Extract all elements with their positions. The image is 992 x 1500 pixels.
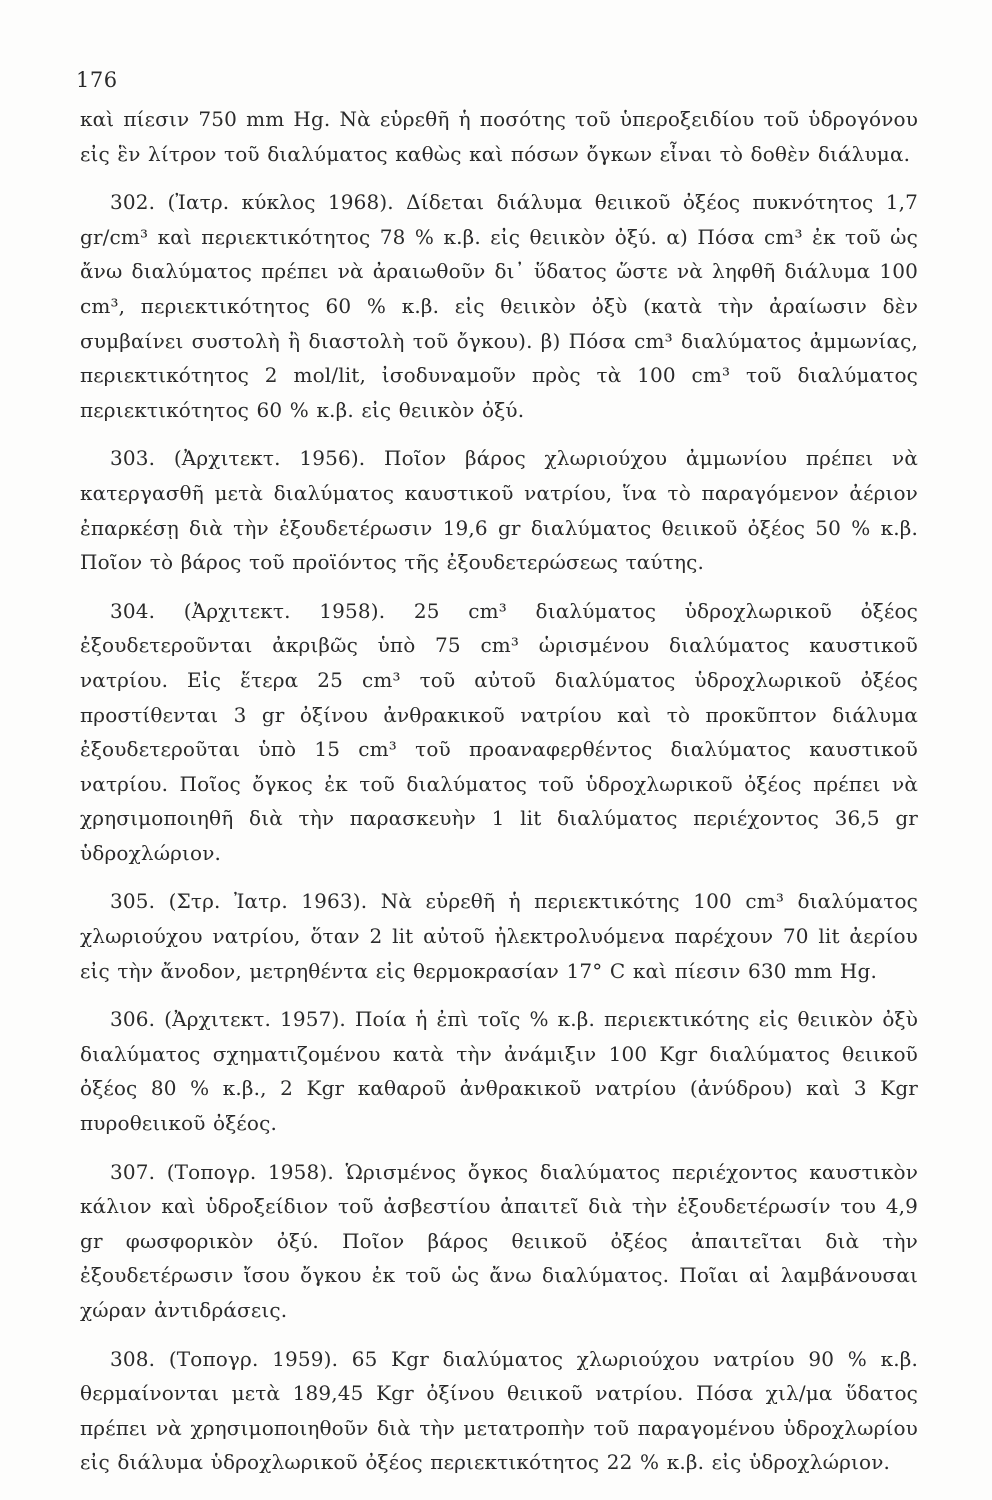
- problem-text: 25 cm³ διαλύματος ὑδροχλωρικοῦ ὀξέος ἐξουδετεροῦνται ἀκριβῶς ὑπὸ 75 cm³ ὡρισμένου διαλύματος καυστικοῦ νατρίου. Εἰς ἕτερα 25 cm³ τοῦ αὐτοῦ διαλύματος ὑδροχλωρικοῦ ὀξέος προστίθενται 3 gr ὀξίνου ἀνθρακικοῦ νατρίου καὶ τὸ προκῦπτον διάλυμα ἐξουδετεροῦται ὑπὸ 15 cm³ τοῦ προαναφερθέντος διαλύματος καυστικοῦ νατρίου. Ποῖος ὄγκος ἐκ τοῦ διαλύματος τοῦ ὑδροχλωρικοῦ ὀξέος πρέπει νὰ χρησιμοποιηθῆ διὰ τὴν παρασκευὴν 1 lit διαλύματος περιέχοντος 36,5 gr ὑδροχλώριον.: [80, 598, 918, 865]
- problem-source: (Τοπογρ. 1959).: [168, 1346, 339, 1371]
- problem-text: 65 Kgr διαλύματος χλωριούχου νατρίου 90 % κ.β. θερμαίνονται μετὰ 189,45 Kgr ὀξίνου θειικοῦ νατρίου. Πόσα χιλ/μα ὕδατος πρέπει νὰ χρησιμοποιηθοῦν διὰ τὴν μετατροπὴν τοῦ παραγομένου ὑδροχλωρίου εἰς διάλυμα ὑδροχλωρικοῦ ὀξέος περιεκτικότητος 22 % κ.β. εἰς ὑδροχλώριον.: [80, 1346, 919, 1475]
- problem-307: [80, 1155, 918, 1328]
- problem-source: (Ἀρχιτεκτ. 1956).: [173, 446, 366, 471]
- problem-305: [80, 884, 918, 988]
- problem-source: (Ἰατρ. κύκλος 1968).: [167, 190, 394, 215]
- problem-source: (Ἀρχιτεκτ. 1957).: [164, 1007, 346, 1032]
- text-body: [80, 102, 918, 1480]
- problem-302: [80, 185, 918, 427]
- problem-number: 306.: [110, 1007, 156, 1032]
- problem-303: [80, 441, 918, 579]
- paragraph-continuation: [80, 102, 918, 171]
- problem-308: [80, 1342, 918, 1480]
- problem-source: (Ἀρχιτεκτ. 1958).: [183, 598, 386, 623]
- page-number: 176: [76, 68, 118, 92]
- paragraph-text: καὶ πίεσιν 750 mm Hg. Νὰ εὑρεθῆ ἡ ποσότης τοῦ ὑπεροξειδίου τοῦ ὑδρογόνου εἰς ἓν λίτρον τοῦ διαλύματος καθὼς καὶ πόσων ὄγκων εἶναι τὸ δοθὲν διάλυμα.: [80, 107, 918, 166]
- problem-text: Ποία ἡ ἐπὶ τοῖς % κ.β. περιεκτικότης εἰς θειικὸν ὀξὺ διαλύματος σχηματιζομένου κατὰ τὴν ἀνάμιξιν 100 Kgr διαλύματος θειικοῦ ὀξέος 80 % κ.β., 2 Kgr καθαροῦ ἀνθρακικοῦ νατρίου (ἀνύδρου) καὶ 3 Kgr πυροθειικοῦ ὀξέος.: [80, 1007, 918, 1136]
- problem-number: 302.: [110, 190, 156, 215]
- problem-source: (Στρ. Ἰατρ. 1963).: [168, 889, 368, 914]
- problem-306: [80, 1002, 918, 1140]
- problem-number: 303.: [110, 446, 156, 471]
- problem-number: 307.: [110, 1159, 156, 1184]
- problem-number: 304.: [110, 598, 156, 623]
- problem-source: (Τοπογρ. 1958).: [166, 1159, 334, 1184]
- problem-text: Ποῖον βάρος χλωριούχου ἀμμωνίου πρέπει νὰ κατεργασθῆ μετὰ διαλύματος καυστικοῦ νατρίου, ἵνα τὸ παραγόμενον ἀέριον ἐπαρκέσῃ διὰ τὴν ἐξουδετέρωσιν 19,6 gr διαλύματος θειικοῦ ὀξέος 50 % κ.β. Ποῖον τὸ βάρος τοῦ προϊόντος τῆς ἐξουδετερώσεως ταύτης.: [80, 446, 918, 575]
- problem-text: Νὰ εὑρεθῆ ἡ περιεκτικότης 100 cm³ διαλύματος χλωριούχου νατρίου, ὅταν 2 lit αὐτοῦ ἠλεκτρολυόμενα παρέχουν 70 lit ἀερίου εἰς τὴν ἄνοδον, μετρηθέντα εἰς θερμοκρασίαν 17° C καὶ πίεσιν 630 mm Hg.: [80, 889, 919, 983]
- problem-number: 308.: [110, 1346, 156, 1371]
- problem-304: [80, 594, 918, 871]
- problem-number: 305.: [110, 889, 156, 914]
- problem-text: Ὡρισμένος ὄγκος διαλύματος περιέχοντος καυστικὸν κάλιον καὶ ὑδροξείδιον τοῦ ἀσβεστίου ἀπαιτεῖ διὰ τὴν ἐξουδετέρωσίν του 4,9 gr φωσφορικὸν ὀξύ. Ποῖον βάρος θειικοῦ ὀξέος ἀπαιτεῖται διὰ τὴν ἐξουδετέρωσιν ἴσου ὄγκου ἐκ τοῦ ὡς ἄνω διαλύματος. Ποῖαι αἱ λαμβάνουσαι χώραν ἀντιδράσεις.: [80, 1159, 919, 1322]
- problem-text: Δίδεται διάλυμα θειικοῦ ὀξέος πυκνότητος 1,7 gr/cm³ καὶ περιεκτικότητος 78 % κ.β. εἰς θειικὸν ὀξύ. α) Πόσα cm³ ἐκ τοῦ ὡς ἄνω διαλύματος πρέπει νὰ ἀραιωθοῦν δι᾽ ὕδατος ὥστε νὰ ληφθῆ διάλυμα 100 cm³, περιεκτικότητος 60 % κ.β. εἰς θειικὸν ὀξὺ (κατὰ τὴν ἀραίωσιν δὲν συμβαίνει συστολὴ ἢ διαστολὴ τοῦ ὄγκου). β) Πόσα cm³ διαλύματος ἀμμωνίας, περιεκτικότητος 2 mol/lit, ἰσοδυναμοῦν πρὸς τὰ 100 cm³ τοῦ διαλύματος περιεκτικότητος 60 % κ.β. εἰς θειικὸν ὀξύ.: [80, 190, 918, 422]
